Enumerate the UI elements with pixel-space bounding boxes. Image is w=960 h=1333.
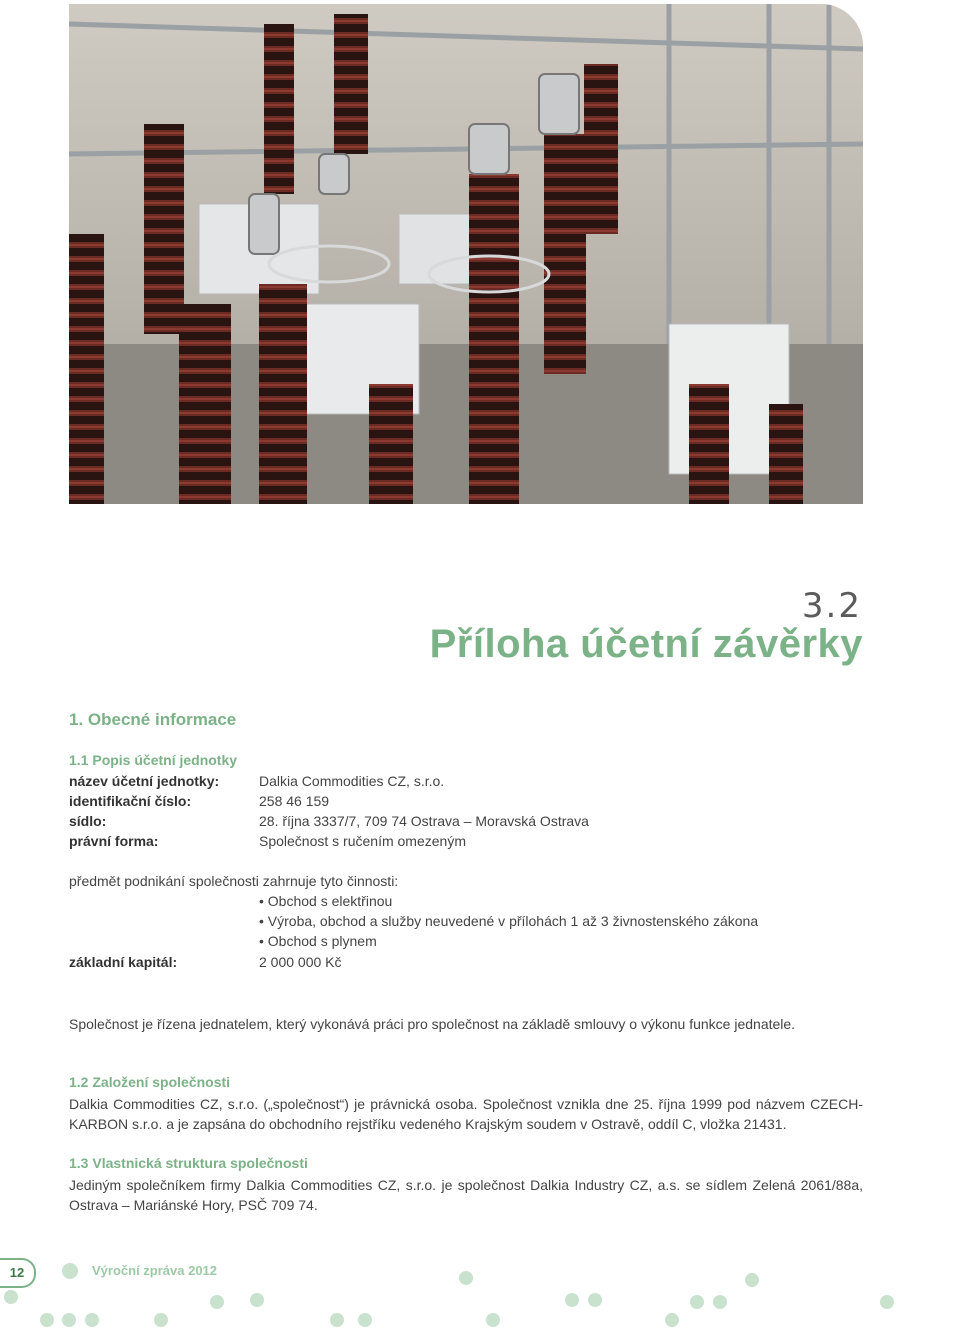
activity-item: • Výroba, obchod a služby neuvedené v přílohách 1 až 3 živnostenského zákona (259, 913, 759, 929)
decor-dot (565, 1293, 579, 1307)
info-label: název účetní jednotky: (69, 773, 220, 789)
info-row-id (69, 793, 329, 809)
decor-dot (486, 1313, 500, 1327)
footer-title: Výroční zpráva 2012 (92, 1263, 218, 1278)
ownership-text: Jediným společníkem firmy Dalkia Commodities CZ, s.r.o. je společnost Dalkia Industry CZ, a.s. se sídlem Zelená 2061/88a, Ostrava – Mariánské Hory, PSČ 709 74. (69, 1177, 863, 1213)
info-value: Společnost s ručením omezeným (259, 833, 466, 849)
info-value: 28. října 3337/7, 709 74 Ostrava – Moravská Ostrava (259, 813, 589, 829)
activity-item: • Obchod s plynem (259, 933, 377, 949)
activity-item: • Obchod s elektřinou (259, 893, 393, 909)
decor-dot (85, 1313, 99, 1327)
decor-dot (62, 1313, 76, 1327)
info-row-legal-form (69, 833, 466, 849)
management-text: Společnost je řízena jednatelem, který vykonává práci pro společnost na základě smlouvy o výkonu funkce jednatele. (69, 1016, 796, 1032)
founding-text: Dalkia Commodities CZ, s.r.o. („společnost“) je právnická osoba. Společnost vznikla dne 25. října 1999 pod názvem CZECH- KARBON s.r.o. a je zapsána do obchodního rejstříku vedeného Krajským soudem v Ostravě, oddíl C, vložka 21431. (69, 1096, 863, 1132)
capital-label: základní kapitál: (69, 954, 178, 970)
info-value: 258 46 159 (259, 793, 330, 809)
heading-entity-description: 1.1 Popis účetní jednotky (69, 752, 238, 768)
capital-row (69, 954, 342, 970)
decor-dot (40, 1313, 54, 1327)
info-label: identifikační číslo: (69, 793, 192, 809)
info-row-name (69, 773, 444, 789)
decor-dot (250, 1293, 264, 1307)
heading-ownership: 1.3 Vlastnická struktura společnosti (69, 1155, 308, 1171)
section-number: 3.2 (801, 586, 862, 626)
activity-intro: předmět podnikání společnosti zahrnuje tyto činnosti: (69, 873, 399, 889)
decor-dot (330, 1313, 344, 1327)
decor-dot (154, 1313, 168, 1327)
info-label: sídlo: (69, 813, 107, 829)
decor-dot (690, 1295, 704, 1309)
section-title: Příloha účetní závěrky (429, 622, 863, 666)
info-value: Dalkia Commodities CZ, s.r.o. (259, 773, 445, 789)
footer-dot (62, 1263, 78, 1279)
page-number: 12 (0, 1258, 36, 1288)
info-label: právní forma: (69, 833, 159, 849)
decor-dot (588, 1293, 602, 1307)
decor-dot (210, 1295, 224, 1309)
header-photo (69, 4, 863, 504)
decor-dot (459, 1271, 473, 1285)
decor-dot (665, 1313, 679, 1327)
decor-dot (4, 1290, 18, 1304)
decor-dot (358, 1313, 372, 1327)
heading-founding: 1.2 Založení společnosti (69, 1074, 231, 1090)
capital-value: 2 000 000 Kč (259, 954, 342, 970)
decor-dot (713, 1295, 727, 1309)
decor-dot (745, 1273, 759, 1287)
heading-general-info: 1. Obecné informace (69, 710, 237, 729)
decor-dot (880, 1295, 894, 1309)
substation-photo-illustration (69, 4, 863, 504)
info-row-seat (69, 813, 589, 829)
